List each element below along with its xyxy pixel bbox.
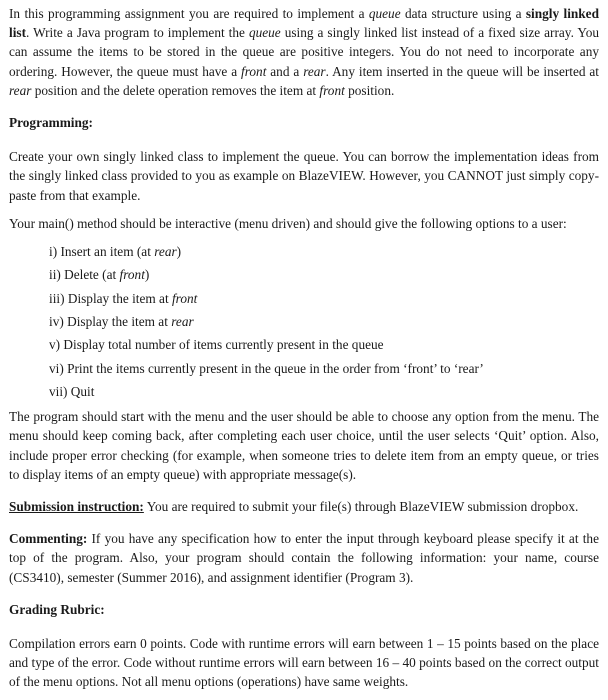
menu-option: [49, 357, 599, 380]
commenting-heading: Commenting:: [9, 531, 88, 547]
submission-text: You are required to submit your file(s) through BlazeVIEW submission dropbox.: [143, 498, 579, 514]
singly-linked-list-bold: singly linked list: [9, 6, 599, 41]
intro-text: position.: [344, 82, 395, 98]
submission-paragraph: [9, 497, 599, 516]
queue-emphasis: queue: [368, 6, 401, 21]
commenting-paragraph: [9, 529, 599, 587]
front-emphasis: front: [319, 82, 345, 98]
menu-option-tail: ): [144, 267, 150, 283]
submission-heading: Submission instruction:: [9, 498, 144, 514]
intro-paragraph: [9, 4, 599, 100]
menu-option-text: iv) Display the item at: [49, 313, 172, 329]
menu-option-emphasis: front: [119, 267, 145, 283]
commenting-text: If you have any specification how to enter the input through keyboard please specify it at the top of the program. Also, your program should contain the following information: your name, course (CS3410), semester (Summer 2016), and assignment identifier (Program 3).: [9, 531, 599, 585]
menu-option-text: v) Display total number of items currently present in the queue: [49, 337, 384, 353]
menu-option: [49, 310, 599, 333]
intro-text: using a singly linked list instead of a fixed size array. You can assume the items to be stored in the queue are positive integers. You do not need to incorporate any ordering. However, the queue must have a: [9, 25, 599, 79]
grading-heading: Grading Rubric:: [9, 601, 105, 617]
menu-option-emphasis: front: [171, 290, 198, 306]
menu-option-text: vii) Quit: [49, 383, 95, 399]
intro-text: and a: [266, 63, 304, 79]
intro-text: In this programming assignment you are required to implement a: [9, 6, 369, 21]
menu-option: [49, 333, 599, 356]
queue-emphasis: queue: [248, 25, 281, 41]
program-flow-paragraph: The program should start with the menu and the user should be able to choose any option from the menu. The menu should keep coming back, after completing each user choice, until the user selects ‘Quit’ option. Also, include proper error checking (for example, when someone tries to delete item from an empty queue, or tries to display items of an empty queue) with appropriate message(s).: [9, 409, 599, 482]
intro-text: . Write a Java program to implement the: [26, 25, 249, 41]
programming-paragraph: Create your own singly linked class to implement the queue. You can borrow the implementation ideas from the singly linked class provided to you as example on BlazeVIEW. However, you CANNOT just simply copy-paste from that example.: [9, 149, 599, 203]
intro-text: position and the delete operation removes the item at: [31, 82, 320, 98]
rear-emphasis: rear: [9, 82, 32, 98]
grading-paragraph: Compilation errors earn 0 points. Code with runtime errors will earn between 1 – 15 points based on the place and type of the error. Code without runtime errors will earn between 16 – 40 points based on the correct output of the menu options. Not all menu options (operations) have same weights.: [9, 635, 599, 690]
rear-emphasis: rear: [303, 63, 326, 79]
menu-option-text: i) Insert an item (at: [49, 244, 155, 260]
menu-option: [49, 287, 599, 310]
menu-option-tail: ): [176, 244, 182, 260]
intro-text: . Any item inserted in the queue will be inserted at: [325, 63, 600, 79]
programming-heading: Programming:: [9, 115, 93, 131]
menu-option-text: iii) Display the item at: [49, 290, 172, 306]
front-emphasis: front: [241, 63, 267, 79]
menu-option: [49, 380, 599, 403]
menu-option: [49, 240, 599, 263]
menu-option: [49, 263, 599, 286]
intro-text: data structure using a: [400, 6, 526, 21]
menu-option-emphasis: rear: [171, 313, 194, 329]
menu-option-text: ii) Delete (at: [49, 267, 120, 283]
menu-options-list: [9, 240, 599, 403]
menu-option-emphasis: rear: [154, 244, 177, 260]
menu-option-text: vi) Print the items currently present in the queue in the order from ‘front’ to ‘rear’: [49, 360, 484, 376]
menu-intro-paragraph: Your main() method should be interactive (menu driven) and should give the following options to a user:: [9, 215, 567, 231]
